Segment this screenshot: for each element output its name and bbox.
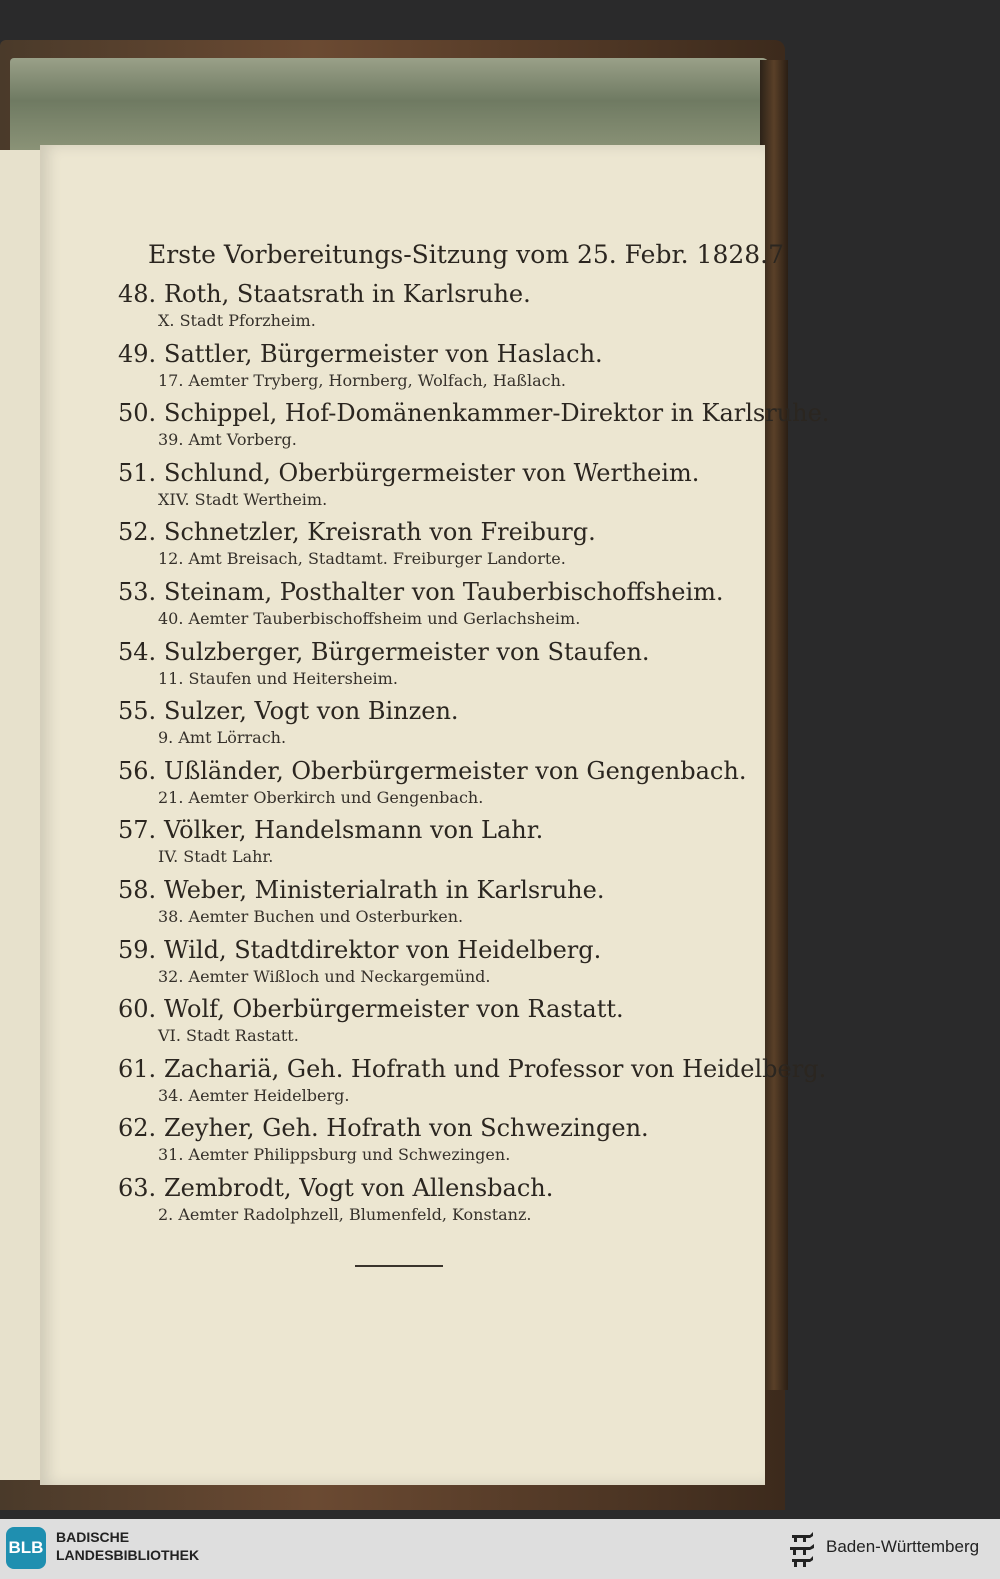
deputy-entry-line	[118, 814, 698, 846]
running-header-title: Erste Vorbereitungs-Sitzung vom 25. Febr. 1828.	[148, 240, 769, 269]
deputy-entry-line	[118, 934, 698, 966]
deputy-entry-line	[118, 576, 724, 608]
deputy-number: 57.	[118, 816, 157, 845]
deputy-number: 54.	[118, 637, 157, 666]
deputy-number: 61.	[118, 1054, 157, 1083]
deputy-name-title: Steinam, Posthalter von Tauberbischoffsheim.	[164, 577, 724, 606]
deputy-entry	[118, 755, 747, 815]
deputy-entry-line	[118, 516, 698, 548]
deputy-name-title: Weber, Ministerialrath in Karlsruhe.	[164, 875, 605, 904]
deputy-name-title: Zachariä, Geh. Hofrath und Professor von Heidelberg.	[164, 1054, 827, 1083]
electoral-district: 40. Aemter Tauberbischoffsheim und Gerlachsheim.	[158, 608, 581, 628]
blb-logo[interactable]: BLB	[6, 1527, 46, 1569]
deputy-entry	[118, 457, 698, 517]
electoral-district: IV. Stadt Lahr.	[158, 847, 274, 867]
state-name[interactable]: Baden-Württemberg	[826, 1537, 980, 1556]
deputy-entry	[118, 636, 698, 696]
deputy-name-title: Zeyher, Geh. Hofrath von Schwezingen.	[164, 1114, 649, 1143]
deputy-number: 52.	[118, 518, 157, 547]
deputy-entry-line	[118, 278, 698, 310]
deputy-name-title: Ußländer, Oberbürgermeister von Gengenbach.	[164, 756, 747, 785]
deputy-name-title: Schippel, Hof-Domänenkammer-Direktor in Karlsruhe.	[164, 399, 830, 428]
deputy-entry	[118, 814, 698, 874]
deputy-entry-line	[118, 457, 698, 489]
deputy-entry	[118, 993, 698, 1053]
deputy-number: 55.	[118, 697, 157, 726]
deputy-entry	[118, 1053, 827, 1113]
electoral-district: 38. Aemter Buchen und Osterburken.	[158, 906, 464, 926]
page-block-top-edge	[10, 58, 770, 153]
deputy-number: 60.	[118, 995, 157, 1024]
library-name[interactable]	[56, 1528, 199, 1564]
electoral-district: 21. Aemter Oberkirch und Gengenbach.	[158, 787, 484, 807]
deputy-entry	[118, 1112, 698, 1172]
electoral-district: 34. Aemter Heidelberg.	[158, 1085, 350, 1105]
deputy-number: 49.	[118, 339, 157, 368]
deputy-number: 58.	[118, 875, 157, 904]
deputy-number: 63.	[118, 1173, 157, 1202]
deputy-name-title: Sattler, Bürgermeister von Haslach.	[164, 339, 603, 368]
deputy-name-title: Völker, Handelsmann von Lahr.	[164, 816, 544, 845]
deputy-entry	[118, 874, 698, 934]
electoral-district: 39. Amt Vorberg.	[158, 430, 297, 450]
running-header	[148, 240, 785, 269]
deputy-number: 53.	[118, 577, 157, 606]
deputy-entry-line	[118, 636, 698, 668]
page-number: 7	[768, 240, 785, 269]
footer-bar	[0, 1519, 1000, 1579]
deputy-number: 59.	[118, 935, 157, 964]
electoral-district: 2. Aemter Radolphzell, Blumenfeld, Konstanz.	[158, 1204, 532, 1224]
deputy-entry	[118, 397, 830, 457]
deputy-name-title: Roth, Staatsrath in Karlsruhe.	[164, 280, 531, 308]
deputy-entry	[118, 934, 698, 994]
deputy-number: 50.	[118, 399, 157, 428]
deputy-number: 48.	[118, 280, 157, 308]
electoral-district: 11. Staufen und Heitersheim.	[158, 668, 398, 688]
deputy-name-title: Schnetzler, Kreisrath von Freiburg.	[164, 518, 596, 547]
electoral-district: X. Stadt Pforzheim.	[158, 311, 316, 330]
deputy-name-title: Schlund, Oberbürgermeister von Wertheim.	[164, 458, 700, 487]
baden-wuerttemberg-lions-icon	[788, 1529, 818, 1569]
electoral-district: 9. Amt Lörrach.	[158, 728, 287, 748]
deputy-name-title: Sulzer, Vogt von Binzen.	[164, 697, 459, 726]
deputy-entry	[118, 1172, 698, 1232]
deputy-entry-line	[118, 1172, 698, 1204]
deputy-entry	[118, 516, 698, 576]
electoral-district: 31. Aemter Philippsburg und Schwezingen.	[158, 1145, 511, 1165]
deputy-entry	[118, 278, 698, 338]
deputy-number: 56.	[118, 756, 157, 785]
deputy-name-title: Wolf, Oberbürgermeister von Rastatt.	[164, 995, 624, 1024]
deputy-name-title: Zembrodt, Vogt von Allensbach.	[164, 1173, 554, 1202]
electoral-district: VI. Stadt Rastatt.	[158, 1026, 299, 1046]
electoral-district: 32. Aemter Wißloch und Neckargemünd.	[158, 966, 491, 986]
deputy-entry-line	[118, 874, 698, 906]
deputy-entry	[118, 338, 698, 398]
deputy-entry-line	[118, 1112, 698, 1144]
closing-rule	[355, 1265, 443, 1267]
deputy-entry-line	[118, 338, 698, 370]
deputy-name-title: Wild, Stadtdirektor von Heidelberg.	[164, 935, 602, 964]
deputy-entry-line	[118, 695, 698, 727]
electoral-district: XIV. Stadt Wertheim.	[158, 489, 328, 509]
deputy-entry	[118, 576, 724, 636]
deputy-number: 51.	[118, 458, 157, 487]
deputy-entry	[118, 695, 698, 755]
deputy-entry-line	[118, 993, 698, 1025]
library-name-line2: LANDESBIBLIOTHEK	[56, 1547, 200, 1563]
deputy-list	[118, 278, 830, 1232]
deputy-number: 62.	[118, 1114, 157, 1143]
deputy-entry-line	[118, 1053, 827, 1085]
deputy-entry-line	[118, 755, 747, 787]
electoral-district: 12. Amt Breisach, Stadtamt. Freiburger Landorte.	[158, 549, 566, 569]
electoral-district: 17. Aemter Tryberg, Hornberg, Wolfach, Haßlach.	[158, 370, 566, 390]
deputy-name-title: Sulzberger, Bürgermeister von Staufen.	[164, 637, 650, 666]
deputy-entry-line	[118, 397, 830, 429]
library-name-line1: BADISCHE	[56, 1529, 130, 1545]
